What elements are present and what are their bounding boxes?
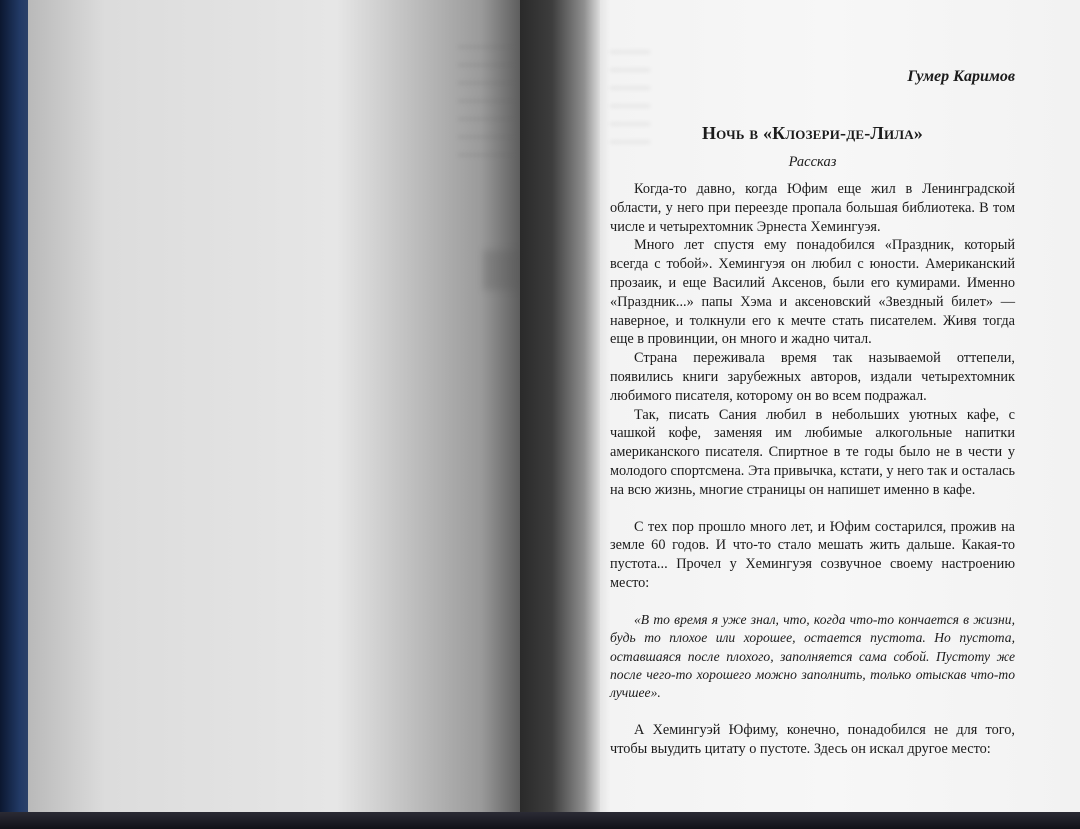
paragraph: Когда-то давно, когда Юфим еще жил в Ленинградской области, у него при переезде пропала большая библиотека. В том числе и четырехтомник Эрнеста Хемингуэя. (610, 181, 1015, 235)
paragraph: Так, писать Сания любил в небольших уютных кафе, с чашкой кофе, заменяя им любимые алкогольные напитки американского писателя. Спиртное в те годы было не в чести у молодого спортсмена. Эта привычка, кстати, у него так и осталась на всю жизнь, многие страницы он напишет именно в кафе. (610, 406, 1015, 498)
bottom-edge (0, 812, 1080, 829)
paragraph: С тех пор прошло много лет, и Юфим состарился, прожив на земле 60 годов. И что-то стало мешать жить дальше. Какая-то пустота... Прочел у Хемингуэя созвучное своему настроению место: (610, 518, 1015, 591)
story-title: Ночь в «Клозери-де-Лила» (701, 123, 924, 143)
quote-paragraph: «В то время я уже знал, что, когда что-то кончается в жизни, будь то плохое или хорошее, остается пустота. Но пустота, оставшаяся после плохого, заполняется сама собой. Пустоту же после чего-то хорошего можно заполнить, только отыскав что-то лучшее». (610, 611, 1015, 701)
paragraph: А Хемингуэй Юфиму, конечно, понадобился не для того, чтобы выудить цитату о пустоте. Здесь он искал другое место: (610, 721, 1015, 757)
author-name: Гумер Каримов (907, 68, 1015, 85)
paragraph: Страна переживала время так называемой оттепели, появились книги зарубежных авторов, издали четырехтомник любимого писателя, которому он во всем подражал. (610, 350, 1015, 404)
book-gutter (520, 0, 600, 829)
story-body (610, 180, 1015, 758)
paragraph: Много лет спустя ему понадобился «Праздник, который всегда с тобой». Хемингуэя он любил с юности. Американский прозаик, и еще Василий Аксенов, были его кумирами. Именно «Праздник...» папы Хэма и аксеновский «Звездный билет» — наверное, и толкнули его к мечте стать писателем. Живя тогда еще в провинции, он много и жадно читал. (610, 237, 1015, 348)
story-subtitle: Рассказ (788, 154, 837, 170)
left-page (28, 0, 543, 812)
left-page-bleed-mark (483, 250, 523, 290)
left-page-bleed-through (458, 30, 518, 170)
